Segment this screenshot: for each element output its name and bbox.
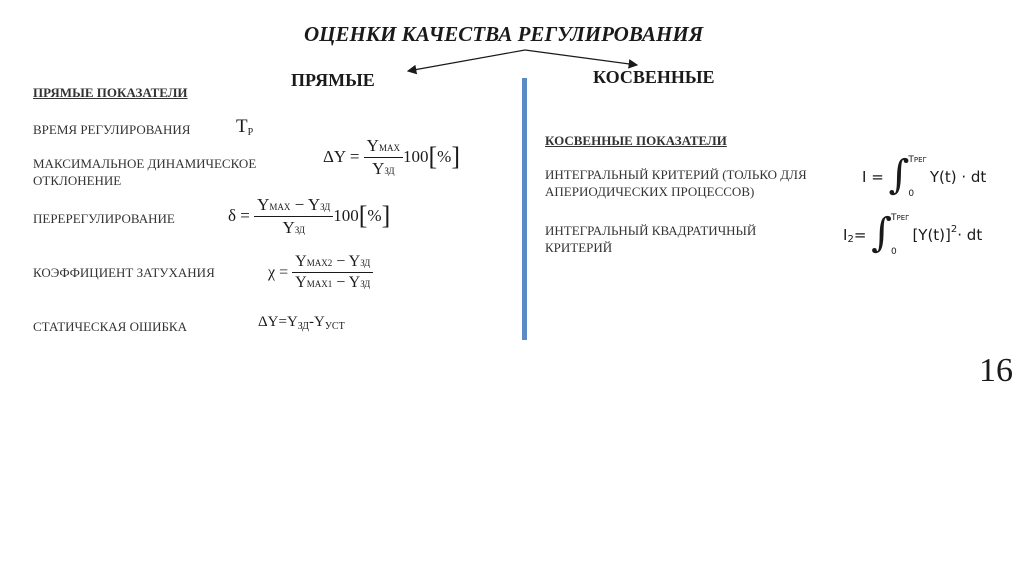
integral-icon: ∫ — [888, 152, 910, 198]
indirect-item-quadratic-label: ИНТЕГРАЛЬНЫЙ КВАДРАТИЧНЫЙ КРИТЕРИЙ — [545, 223, 757, 255]
column-divider — [522, 78, 527, 340]
direct-item-overshoot-label: ПЕРЕРЕГУЛИРОВАНИЕ — [33, 211, 175, 226]
integral-icon: ∫ — [871, 210, 893, 256]
arrow-left — [408, 50, 525, 71]
page-title: ОЦЕНКИ КАЧЕСТВА РЕГУЛИРОВАНИЯ — [304, 22, 704, 46]
indirect-item-quadratic-formula: I 2 = ∫ TРЕГ 0 [Y(t)] 2 · dt — [843, 210, 983, 257]
direct-item-static-error-formula: $\Delta Y=Y_{ЗД}-Y_{УСТ}$ — [258, 314, 345, 332]
direct-item-overshoot-formula: δ = $\frac{\text{YMAX − YЗД}}{\text{YЗД}}$ 100 [ % ] — [228, 195, 391, 237]
direct-item-time-formula: TР — [236, 116, 254, 138]
indirect-item-integral-label: ИНТЕГРАЛЬНЫЙ КРИТЕРИЙ (ТОЛЬКО ДЛЯ АПЕРИОДИЧЕСКИХ ПРОЦЕССОВ) — [545, 167, 807, 199]
indirect-heading: КОСВЕННЫЕ ПОКАЗАТЕЛИ — [545, 133, 727, 148]
direct-heading: ПРЯМЫЕ ПОКАЗАТЕЛИ — [33, 85, 188, 100]
direct-item-damping-formula: χ = $\frac{\text{YMAX2 − YЗД}}{\text{YMAX1 − YЗД}}$ — [268, 253, 373, 293]
direct-item-damping-label: КОЭФФИЦИЕНТ ЗАТУХАНИЯ — [33, 265, 215, 280]
branch-indirect-label: КОСВЕННЫЕ — [593, 67, 715, 87]
direct-item-static-error-label: СТАТИЧЕСКАЯ ОШИБКА — [33, 319, 187, 334]
direct-item-deviation-label: МАКСИМАЛЬНОЕ ДИНАМИЧЕСКОЕ ОТКЛОНЕНИЕ — [33, 156, 257, 188]
arrow-right — [525, 50, 637, 65]
branch-arrows — [0, 0, 1024, 90]
branch-direct-label: ПРЯМЫЕ — [291, 70, 375, 90]
direct-item-deviation-formula: ΔY = $\frac{\text{YMAX}}{\text{YЗД}}$ 100 [ % ] — [323, 136, 460, 178]
page-number: 16 — [979, 352, 1013, 389]
direct-item-time-label: ВРЕМЯ РЕГУЛИРОВАНИЯ — [33, 122, 191, 137]
indirect-item-integral-formula: I = ∫ TРЕГ 0 Y(t) · dt — [862, 152, 987, 199]
